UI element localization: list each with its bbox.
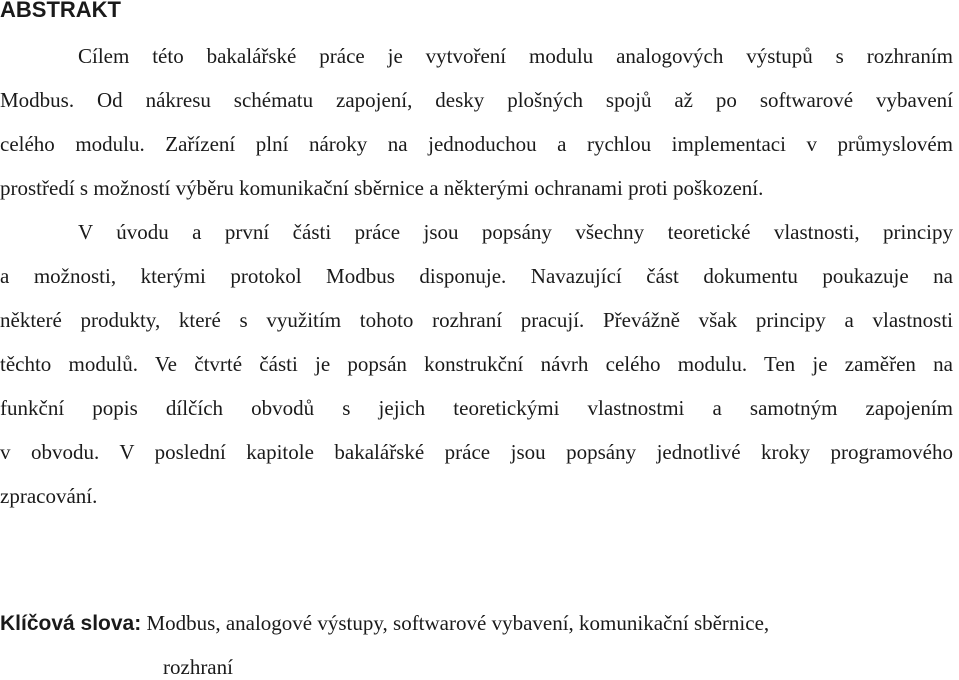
paragraph-2-line-7: zpracování. [0, 484, 98, 508]
paragraph-1-line-2: Modbus. Od nákresu schématu zapojení, desky plošných spojů až po softwarové vybavení [0, 88, 953, 112]
paragraph-2-line-1: V úvodu a první části práce jsou popsány všechny teoretické vlastnosti, principy [78, 220, 953, 244]
paragraph-1-line-4: prostředí s možností výběru komunikační sběrnice a některými ochranami proti poškození. [0, 176, 764, 200]
paragraph-1-line-1: Cílem této bakalářské práce je vytvoření modulu analogových výstupů s rozhraním [78, 44, 953, 68]
keywords-text: Modbus, analogové výstupy, softwarové vybavení, komunikační sběrnice, [146, 611, 770, 635]
keywords-line-1 [0, 610, 953, 637]
paragraph-2-line-6: v obvodu. V poslední kapitole bakalářské práce jsou popsány jednotlivé kroky programového [0, 440, 953, 464]
abstract-heading: ABSTRAKT [0, 0, 121, 22]
paragraph-1-line-3: celého modulu. Zařízení plní nároky na jednoduchou a rychlou implementaci v průmyslovém [0, 132, 953, 156]
paragraph-2-line-4: těchto modulů. Ve čtvrté části je popsán konstrukční návrh celého modulu. Ten je zaměřen na [0, 352, 953, 376]
paragraph-2-line-5: funkční popis dílčích obvodů s jejich teoretickými vlastnostmi a samotným zapojením [0, 396, 953, 420]
paragraph-2-line-3: některé produkty, které s využitím tohoto rozhraní pracují. Převážně však principy a vlastnosti [0, 308, 953, 332]
keywords-label: Klíčová slova: [0, 612, 142, 635]
keywords-line-2: rozhraní [163, 655, 233, 679]
paragraph-2-line-2: a možnosti, kterými protokol Modbus disponuje. Navazující část dokumentu poukazuje na [0, 264, 953, 288]
